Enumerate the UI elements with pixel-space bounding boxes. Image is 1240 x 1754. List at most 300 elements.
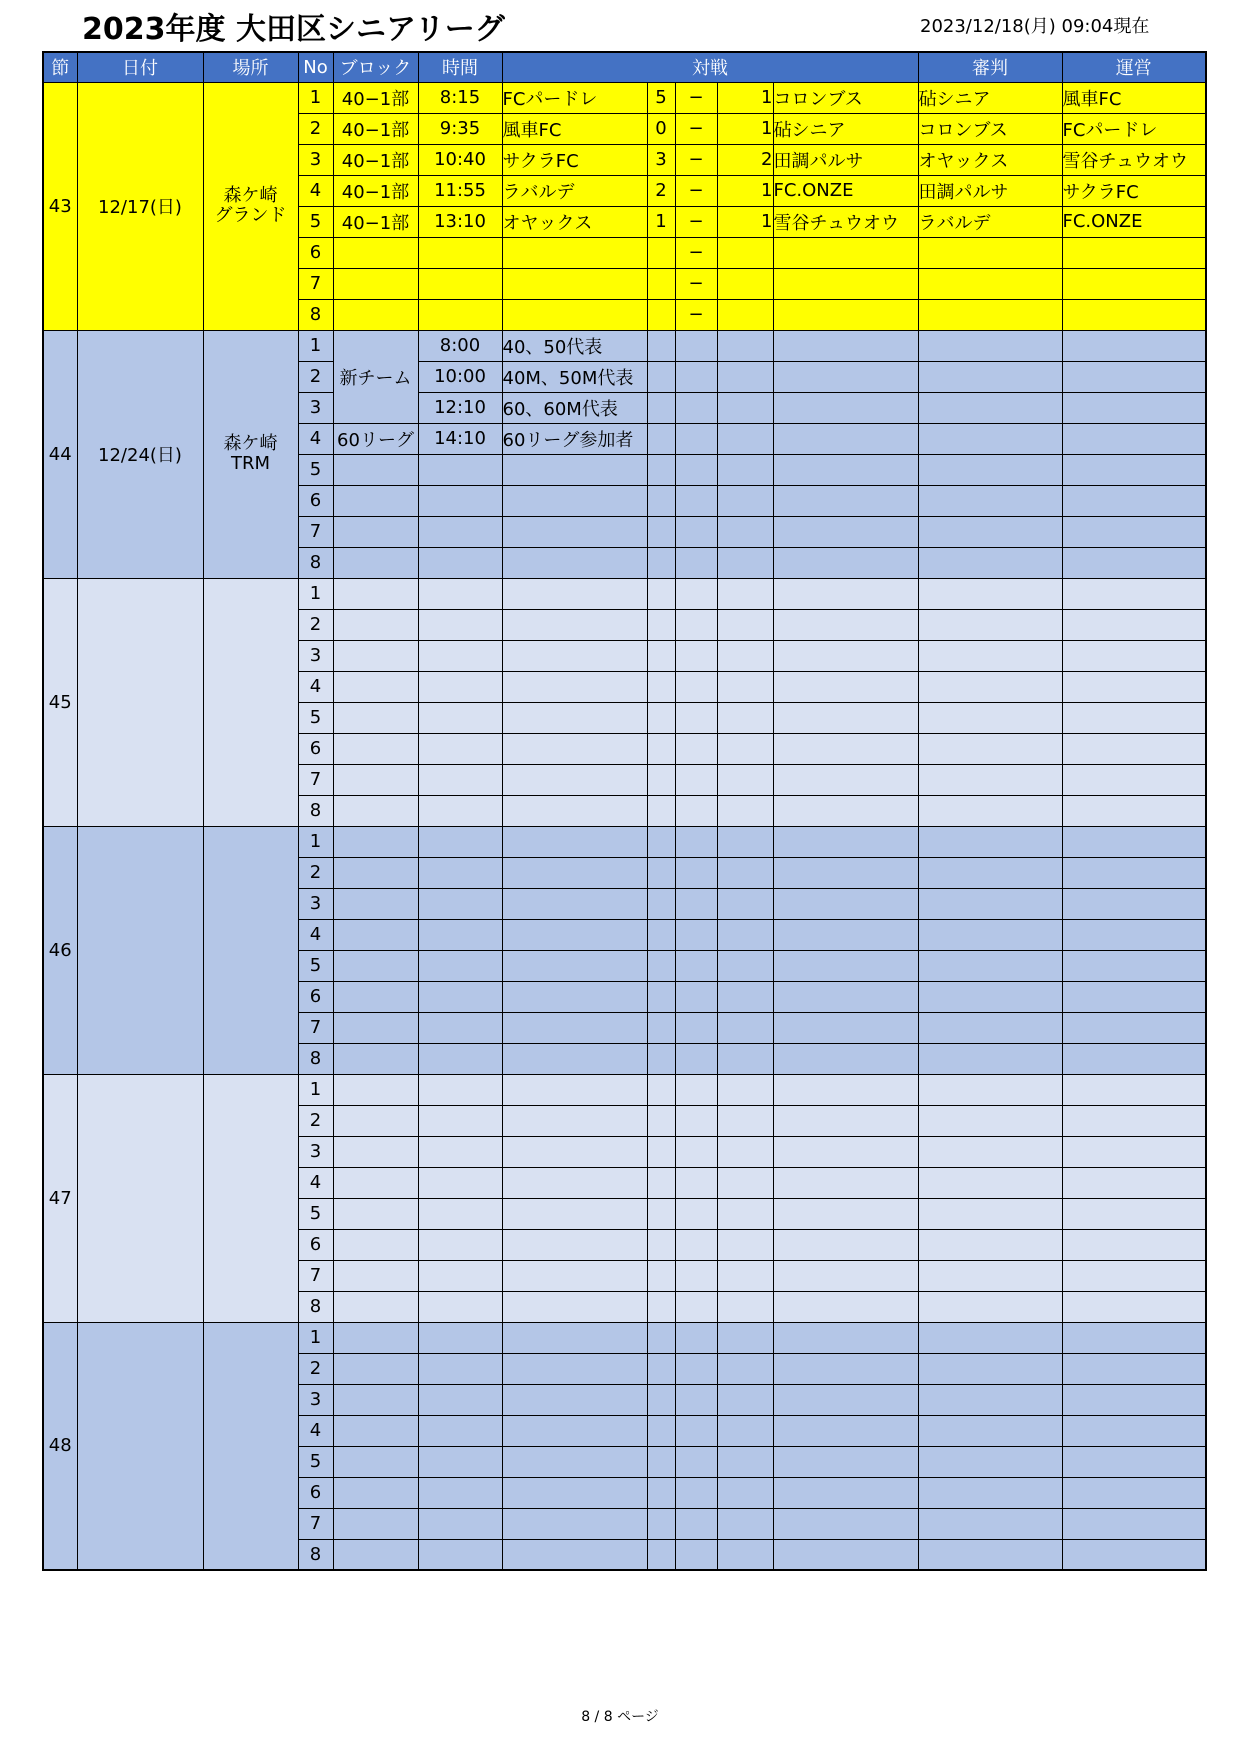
away-team-cell: [773, 826, 918, 857]
away-team-cell: [773, 1539, 918, 1570]
home-team-cell: 60リーグ参加者: [502, 423, 647, 454]
referee-cell: [918, 857, 1062, 888]
staff-cell: FCパードレ: [1062, 113, 1206, 144]
venue-line-1: 森ケ崎: [223, 185, 278, 206]
away-score-cell: [717, 1539, 773, 1570]
home-team-cell: [502, 1229, 647, 1260]
time-cell: [418, 1508, 502, 1539]
block-cell: [333, 640, 418, 671]
away-score-cell: [717, 330, 773, 361]
score-separator-cell: [675, 1508, 717, 1539]
block-cell: [333, 1229, 418, 1260]
block-cell: 40−1部: [333, 113, 418, 144]
block-cell: [333, 1167, 418, 1198]
away-team-cell: [773, 981, 918, 1012]
score-separator-cell: [675, 671, 717, 702]
column-header-block: ブロック: [333, 52, 418, 82]
score-separator-cell: [675, 1477, 717, 1508]
page-title: 2023年度 大田区シニアリーグ: [82, 12, 505, 47]
score-separator-cell: −: [675, 268, 717, 299]
no-cell: 3: [298, 144, 333, 175]
referee-cell: [918, 485, 1062, 516]
home-team-cell: [502, 1074, 647, 1105]
staff-cell: [1062, 454, 1206, 485]
time-cell: [418, 1446, 502, 1477]
home-team-cell: [502, 1136, 647, 1167]
no-cell: 4: [298, 1415, 333, 1446]
home-score-cell: [647, 702, 675, 733]
time-cell: [418, 981, 502, 1012]
home-score-cell: [647, 423, 675, 454]
home-score-cell: [647, 1167, 675, 1198]
no-cell: 2: [298, 361, 333, 392]
away-score-cell: [717, 1136, 773, 1167]
block-cell: [333, 268, 418, 299]
away-team-cell: [773, 1198, 918, 1229]
venue-line-2: TRM: [230, 453, 271, 474]
block-cell: [333, 1353, 418, 1384]
home-team-cell: [502, 702, 647, 733]
block-cell: [333, 1043, 418, 1074]
block-cell: [333, 1012, 418, 1043]
away-score-cell: [717, 981, 773, 1012]
home-team-cell: [502, 826, 647, 857]
away-score-cell: [717, 1105, 773, 1136]
time-cell: [418, 1384, 502, 1415]
away-team-cell: [773, 578, 918, 609]
score-separator-cell: [675, 1105, 717, 1136]
score-separator-cell: [675, 485, 717, 516]
home-score-cell: [647, 671, 675, 702]
score-separator-cell: [675, 1198, 717, 1229]
no-cell: 1: [298, 1074, 333, 1105]
home-team-cell: [502, 950, 647, 981]
no-cell: 5: [298, 454, 333, 485]
home-score-cell: [647, 981, 675, 1012]
table-row: [43, 82, 1206, 113]
away-score-cell: [717, 454, 773, 485]
away-team-cell: FC.ONZE: [773, 175, 918, 206]
staff-cell: [1062, 1415, 1206, 1446]
away-score-cell: [717, 1415, 773, 1446]
referee-cell: [918, 1012, 1062, 1043]
score-separator-cell: −: [675, 144, 717, 175]
date-cell: [77, 1074, 203, 1322]
home-score-cell: [647, 1105, 675, 1136]
time-cell: [418, 454, 502, 485]
no-cell: 6: [298, 981, 333, 1012]
away-score-cell: [717, 1167, 773, 1198]
away-score-cell: [717, 1074, 773, 1105]
staff-cell: [1062, 237, 1206, 268]
staff-cell: [1062, 1198, 1206, 1229]
home-team-cell: オヤックス: [502, 206, 647, 237]
score-separator-cell: [675, 826, 717, 857]
time-cell: [418, 1539, 502, 1570]
date-cell: 12/17(日): [77, 82, 203, 330]
away-score-cell: [717, 1384, 773, 1415]
away-team-cell: [773, 299, 918, 330]
away-score-cell: [717, 950, 773, 981]
score-separator-cell: [675, 795, 717, 826]
home-score-cell: [647, 1260, 675, 1291]
no-cell: 4: [298, 175, 333, 206]
staff-cell: [1062, 330, 1206, 361]
home-team-cell: [502, 454, 647, 485]
block-cell: 40−1部: [333, 175, 418, 206]
home-team-cell: [502, 1415, 647, 1446]
no-cell: 7: [298, 1508, 333, 1539]
home-team-cell: ラバルデ: [502, 175, 647, 206]
staff-cell: [1062, 795, 1206, 826]
away-score-cell: [717, 1012, 773, 1043]
venue-cell: [203, 826, 298, 1074]
referee-cell: [918, 764, 1062, 795]
no-cell: 4: [298, 919, 333, 950]
away-team-cell: [773, 361, 918, 392]
home-team-cell: [502, 237, 647, 268]
home-score-cell: 1: [647, 206, 675, 237]
staff-cell: [1062, 1074, 1206, 1105]
referee-cell: [918, 392, 1062, 423]
referee-cell: [918, 516, 1062, 547]
time-cell: [418, 1136, 502, 1167]
home-score-cell: [647, 1322, 675, 1353]
time-cell: [418, 1167, 502, 1198]
staff-cell: [1062, 1508, 1206, 1539]
staff-cell: [1062, 671, 1206, 702]
block-cell: [333, 1260, 418, 1291]
score-separator-cell: [675, 981, 717, 1012]
staff-cell: サクラFC: [1062, 175, 1206, 206]
staff-cell: [1062, 1229, 1206, 1260]
away-team-cell: [773, 516, 918, 547]
away-score-cell: [717, 1229, 773, 1260]
no-cell: 3: [298, 1136, 333, 1167]
away-score-cell: [717, 733, 773, 764]
away-score-cell: [717, 578, 773, 609]
time-cell: 12:10: [418, 392, 502, 423]
staff-cell: [1062, 950, 1206, 981]
home-team-cell: [502, 764, 647, 795]
staff-cell: [1062, 702, 1206, 733]
block-cell: [333, 919, 418, 950]
away-score-cell: [717, 609, 773, 640]
home-team-cell: FCパードレ: [502, 82, 647, 113]
away-score-cell: 1: [717, 82, 773, 113]
time-cell: [418, 1291, 502, 1322]
column-header-time: 時間: [418, 52, 502, 82]
staff-cell: [1062, 516, 1206, 547]
staff-cell: [1062, 1012, 1206, 1043]
time-cell: [418, 268, 502, 299]
home-score-cell: [647, 1136, 675, 1167]
block-cell: [333, 237, 418, 268]
home-team-cell: 40、50代表: [502, 330, 647, 361]
referee-cell: [918, 361, 1062, 392]
away-team-cell: [773, 733, 918, 764]
score-separator-cell: [675, 1229, 717, 1260]
block-cell: 40−1部: [333, 82, 418, 113]
home-team-cell: [502, 1105, 647, 1136]
time-cell: [418, 671, 502, 702]
no-cell: 6: [298, 1229, 333, 1260]
staff-cell: [1062, 640, 1206, 671]
time-cell: 14:10: [418, 423, 502, 454]
away-team-cell: [773, 857, 918, 888]
staff-cell: [1062, 485, 1206, 516]
time-cell: [418, 733, 502, 764]
staff-cell: [1062, 888, 1206, 919]
home-team-cell: [502, 578, 647, 609]
score-separator-cell: [675, 733, 717, 764]
away-score-cell: 1: [717, 206, 773, 237]
block-cell: [333, 764, 418, 795]
home-score-cell: [647, 1415, 675, 1446]
block-cell: 新チーム: [333, 330, 418, 423]
time-cell: [418, 857, 502, 888]
referee-cell: [918, 1508, 1062, 1539]
referee-cell: [918, 547, 1062, 578]
home-score-cell: [647, 1446, 675, 1477]
referee-cell: [918, 1477, 1062, 1508]
referee-cell: [918, 888, 1062, 919]
away-score-cell: 1: [717, 175, 773, 206]
referee-cell: [918, 1074, 1062, 1105]
block-cell: [333, 826, 418, 857]
time-cell: 8:00: [418, 330, 502, 361]
block-cell: [333, 609, 418, 640]
table-row: [43, 826, 1206, 857]
no-cell: 4: [298, 671, 333, 702]
date-cell: [77, 578, 203, 826]
referee-cell: 田調パルサ: [918, 175, 1062, 206]
away-team-cell: [773, 423, 918, 454]
no-cell: 1: [298, 826, 333, 857]
time-cell: [418, 578, 502, 609]
staff-cell: FC.ONZE: [1062, 206, 1206, 237]
home-score-cell: 0: [647, 113, 675, 144]
score-separator-cell: [675, 609, 717, 640]
setsu-cell: 44: [43, 330, 77, 578]
block-cell: 40−1部: [333, 144, 418, 175]
staff-cell: [1062, 1260, 1206, 1291]
block-cell: [333, 485, 418, 516]
referee-cell: [918, 330, 1062, 361]
referee-cell: [918, 454, 1062, 485]
time-cell: [418, 1415, 502, 1446]
score-separator-cell: [675, 1446, 717, 1477]
away-score-cell: [717, 1322, 773, 1353]
no-cell: 7: [298, 1260, 333, 1291]
time-cell: [418, 795, 502, 826]
time-cell: [418, 1353, 502, 1384]
score-separator-cell: [675, 1539, 717, 1570]
home-score-cell: [647, 330, 675, 361]
staff-cell: [1062, 1322, 1206, 1353]
score-separator-cell: −: [675, 82, 717, 113]
away-team-cell: [773, 1043, 918, 1074]
away-score-cell: [717, 1260, 773, 1291]
home-score-cell: [647, 1012, 675, 1043]
time-cell: [418, 1322, 502, 1353]
away-team-cell: [773, 454, 918, 485]
block-cell: [333, 950, 418, 981]
schedule-body: [43, 82, 1206, 1570]
away-team-cell: [773, 1415, 918, 1446]
referee-cell: [918, 640, 1062, 671]
home-score-cell: [647, 609, 675, 640]
away-team-cell: [773, 764, 918, 795]
referee-cell: [918, 1384, 1062, 1415]
away-score-cell: [717, 857, 773, 888]
home-team-cell: [502, 1167, 647, 1198]
column-header-no: No: [298, 52, 333, 82]
home-score-cell: [647, 919, 675, 950]
away-team-cell: [773, 702, 918, 733]
no-cell: 5: [298, 1446, 333, 1477]
home-team-cell: [502, 1012, 647, 1043]
home-score-cell: [647, 361, 675, 392]
time-cell: [418, 702, 502, 733]
time-cell: [418, 1477, 502, 1508]
home-team-cell: 風車FC: [502, 113, 647, 144]
score-separator-cell: [675, 1415, 717, 1446]
home-score-cell: [647, 454, 675, 485]
score-separator-cell: [675, 423, 717, 454]
block-cell: 60リーグ: [333, 423, 418, 454]
setsu-cell: 46: [43, 826, 77, 1074]
time-cell: [418, 1260, 502, 1291]
setsu-cell: 43: [43, 82, 77, 330]
away-score-cell: 1: [717, 113, 773, 144]
away-score-cell: [717, 392, 773, 423]
time-cell: [418, 640, 502, 671]
score-separator-cell: [675, 454, 717, 485]
staff-cell: 雪谷チュウオウ: [1062, 144, 1206, 175]
time-cell: [418, 764, 502, 795]
home-score-cell: [647, 950, 675, 981]
home-team-cell: [502, 1260, 647, 1291]
score-separator-cell: [675, 764, 717, 795]
score-separator-cell: [675, 547, 717, 578]
score-separator-cell: [675, 950, 717, 981]
away-score-cell: [717, 1353, 773, 1384]
column-header-referee: 審判: [918, 52, 1062, 82]
no-cell: 8: [298, 1539, 333, 1570]
no-cell: 7: [298, 764, 333, 795]
away-team-cell: [773, 1322, 918, 1353]
home-score-cell: [647, 826, 675, 857]
staff-cell: [1062, 299, 1206, 330]
referee-cell: [918, 1291, 1062, 1322]
no-cell: 8: [298, 1043, 333, 1074]
score-separator-cell: [675, 1291, 717, 1322]
home-score-cell: [647, 1074, 675, 1105]
staff-cell: [1062, 1043, 1206, 1074]
staff-cell: [1062, 764, 1206, 795]
away-team-cell: [773, 1291, 918, 1322]
time-cell: 13:10: [418, 206, 502, 237]
home-score-cell: 5: [647, 82, 675, 113]
staff-cell: [1062, 392, 1206, 423]
home-score-cell: [647, 485, 675, 516]
score-separator-cell: [675, 516, 717, 547]
home-score-cell: [647, 1508, 675, 1539]
home-team-cell: [502, 857, 647, 888]
referee-cell: 砧シニア: [918, 82, 1062, 113]
home-team-cell: [502, 1477, 647, 1508]
no-cell: 2: [298, 1105, 333, 1136]
block-cell: [333, 516, 418, 547]
time-cell: [418, 826, 502, 857]
block-cell: [333, 1322, 418, 1353]
staff-cell: [1062, 733, 1206, 764]
away-team-cell: [773, 640, 918, 671]
referee-cell: [918, 671, 1062, 702]
home-score-cell: [647, 795, 675, 826]
away-team-cell: [773, 1136, 918, 1167]
venue-line-1: 森ケ崎: [223, 433, 278, 454]
referee-cell: [918, 1446, 1062, 1477]
away-team-cell: [773, 547, 918, 578]
no-cell: 3: [298, 888, 333, 919]
no-cell: 6: [298, 237, 333, 268]
home-team-cell: [502, 1539, 647, 1570]
away-team-cell: [773, 237, 918, 268]
referee-cell: [918, 826, 1062, 857]
staff-cell: [1062, 981, 1206, 1012]
staff-cell: [1062, 268, 1206, 299]
score-separator-cell: [675, 578, 717, 609]
away-score-cell: [717, 1477, 773, 1508]
table-row: [43, 578, 1206, 609]
away-score-cell: [717, 1198, 773, 1229]
page-number: 8 / 8 ページ: [581, 1709, 659, 1725]
away-score-cell: [717, 299, 773, 330]
block-cell: [333, 578, 418, 609]
home-team-cell: [502, 671, 647, 702]
referee-cell: [918, 1105, 1062, 1136]
no-cell: 1: [298, 578, 333, 609]
time-cell: [418, 888, 502, 919]
block-cell: [333, 702, 418, 733]
referee-cell: [918, 702, 1062, 733]
away-team-cell: [773, 330, 918, 361]
score-separator-cell: [675, 857, 717, 888]
venue-cell: [203, 82, 298, 330]
score-separator-cell: [675, 1043, 717, 1074]
referee-cell: [918, 1353, 1062, 1384]
no-cell: 8: [298, 299, 333, 330]
no-cell: 2: [298, 113, 333, 144]
column-header-match: 対戦: [502, 52, 918, 82]
away-team-cell: 田調パルサ: [773, 144, 918, 175]
home-team-cell: [502, 640, 647, 671]
away-team-cell: 砧シニア: [773, 113, 918, 144]
staff-cell: [1062, 547, 1206, 578]
score-separator-cell: [675, 361, 717, 392]
staff-cell: [1062, 826, 1206, 857]
time-cell: 10:00: [418, 361, 502, 392]
home-score-cell: [647, 299, 675, 330]
score-separator-cell: −: [675, 175, 717, 206]
home-team-cell: [502, 919, 647, 950]
score-separator-cell: [675, 392, 717, 423]
away-score-cell: [717, 764, 773, 795]
block-cell: [333, 671, 418, 702]
score-separator-cell: −: [675, 237, 717, 268]
